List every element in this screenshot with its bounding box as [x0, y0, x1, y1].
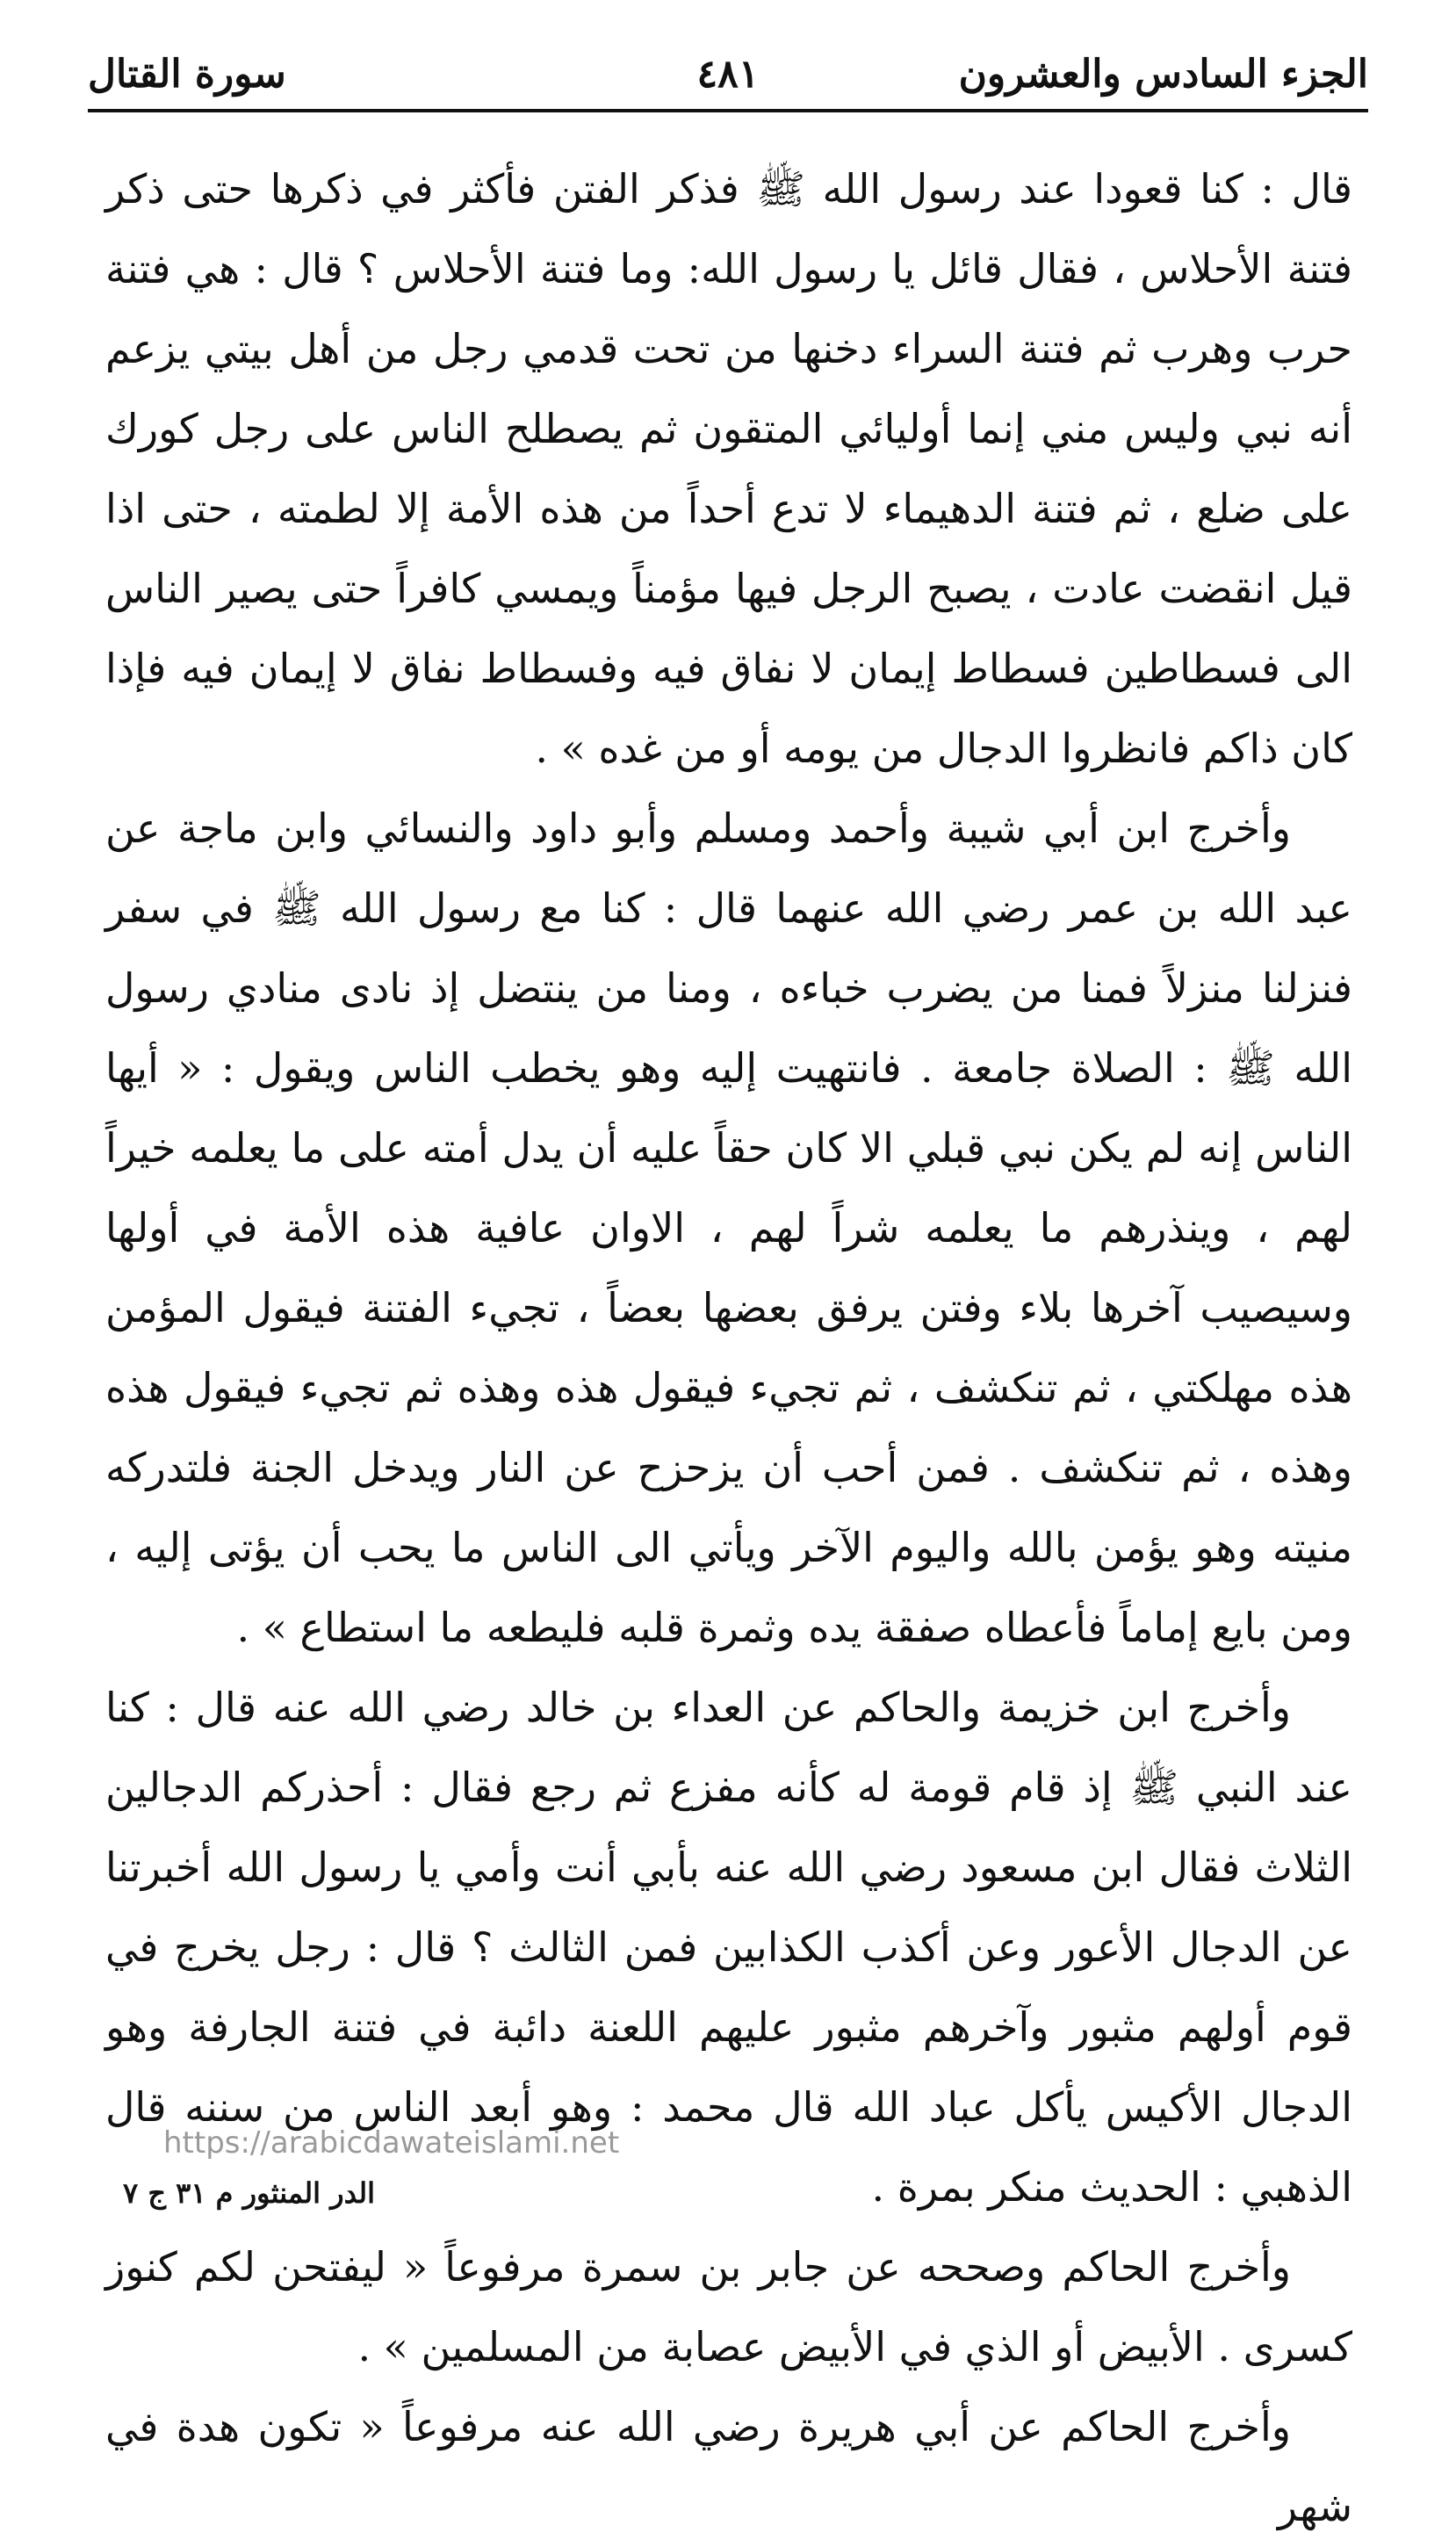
paragraph: وأخرج الحاكم وصححه عن جابر بن سمرة مرفوعاً « ليفتحن لكم كنوز كسرى . الأبيض أو الذي في الأبيض عصابة من المسلمين » .: [105, 2243, 1352, 2370]
paragraph: وأخرج ابن خزيمة والحاكم عن العداء بن خالد رضي الله عنه قال : كنا عند النبي ﷺ إذ قام قومة له كأنه مفزع ثم رجع فقال : أحذركم الدجالين الثلاث فقال ابن مسعود رضي الله عنه بأبي أنت وأمي يا رسول الله أخبرتنا عن الدجال الأعور وعن أكذب الكذابين فمن الثالث ؟ قال : رجل يخرج في قوم أولهم مثبور وآخرهم مثبور عليهم اللعنة دائبة في فتنة الجارفة وهو الدجال الأكيس يأكل عباد الله قال محمد : وهو أبعد الناس من سننه قال الذهبي : الحديث منكر بمرة .: [105, 1684, 1352, 2211]
watermark-url: https://arabicdawateislami.net: [163, 2125, 620, 2161]
page-number: ٤٨١: [696, 52, 760, 97]
header-rule: [88, 109, 1368, 112]
running-head-volume: الجزء السادس والعشرون: [958, 52, 1368, 97]
signature-mark: الدر المنثور م ٣١ ج ٧: [123, 2176, 376, 2210]
paragraph: قال : كنا قعودا عند رسول الله ﷺ فذكر الفتن فأكثر في ذكرها حتى ذكر فتنة الأحلاس ، فقال قائل يا رسول الله: وما فتنة الأحلاس ؟ قال : هي فتنة حرب وهرب ثم فتنة السراء دخنها من تحت قدمي رجل من أهل بيتي يزعم أنه نبي وليس مني إنما أوليائي المتقون ثم يصطلح الناس على رجل كورك على ضلع ، ثم فتنة الدهيماء لا تدع أحداً من هذه الأمة إلا لطمته ، حتى اذا قيل انقضت عادت ، يصبح الرجل فيها مؤمناً ويمسي كافراً حتى يصير الناس الى فسطاطين فسطاط إيمان لا نفاق فيه وفسطاط نفاق لا إيمان فيه فإذا كان ذاكم فانظروا الدجال من يومه أو من غده » .: [105, 165, 1352, 772]
running-head-surah: سورة القتال: [88, 52, 286, 97]
page-header: [88, 26, 1368, 97]
paragraph: وأخرج الحاكم عن أبي هريرة رضي الله عنه مرفوعاً « تكون هدة في شهر: [105, 2403, 1352, 2530]
paragraph: وأخرج ابن أبي شيبة وأحمد ومسلم وأبو داود والنسائي وابن ماجة عن عبد الله بن عمر رضي الله عنهما قال : كنا مع رسول الله ﷺ في سفر فنزلنا منزلاً فمنا من يضرب خباءه ، ومنا من ينتضل إذ نادى منادي رسول الله ﷺ : الصلاة جامعة . فانتهيت إليه وهو يخطب الناس ويقول : « أيها الناس إنه لم يكن نبي قبلي الا كان حقاً عليه أن يدل أمته على ما يعلمه خيراً لهم ، وينذرهم ما يعلمه شراً لهم ، الاوان عافية هذه الأمة في أولها وسيصيب آخرها بلاء وفتن يرفق بعضها بعضاً ، تجيء الفتنة فيقول المؤمن هذه مهلكتي ، ثم تنكشف ، ثم تجيء فيقول هذه وهذه ثم تجيء فيقول هذه وهذه ، ثم تنكشف . فمن أحب أن يزحزح عن النار ويدخل الجنة فلتدركه منيته وهو يؤمن بالله واليوم الآخر ويأتي الى الناس ما يحب أن يؤتى إليه ، ومن بايع إماماً فأعطاه صفقة يده وثمرة قلبه فليطعه ما استطاع » .: [105, 805, 1352, 1651]
